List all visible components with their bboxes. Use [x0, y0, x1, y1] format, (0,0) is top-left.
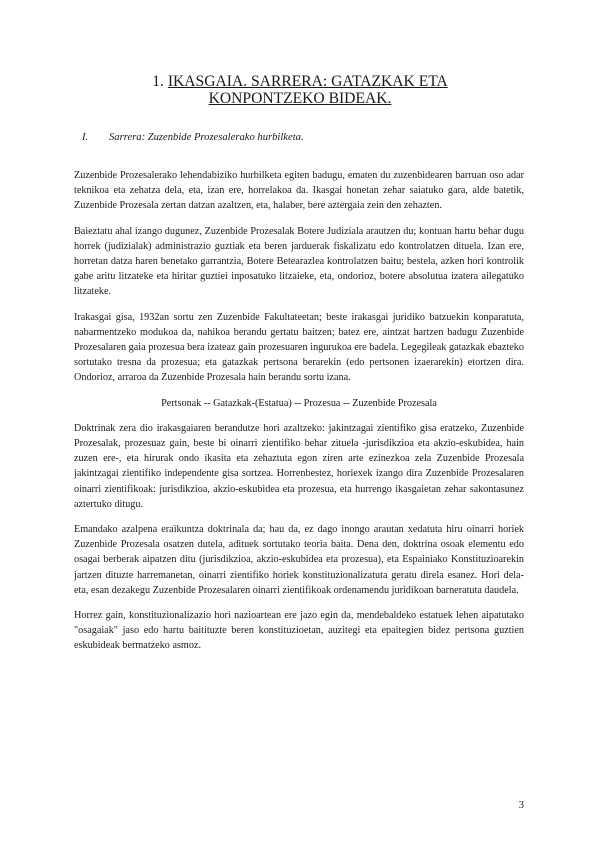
paragraph: Zuzenbide Prozesalerako lehendabiziko hurbilketa egiten badugu, ematen du zuzenbidearen barruan oso adar teknikoa eta zehatza dela, eta, izan ere, horrelakoa da. Ikasgai honetan zehar saiatuko gara, alde batetik, Zuzenbide Prozesala zertan datzan azaltzen, eta, halaber, bere aztergaia zein den zehazten. — [74, 170, 524, 212]
concept-chain-line: Pertsonak -- Gatazkak-(Estatua) -- Prozesua -- Zuzenbide Prozesala — [161, 397, 437, 409]
chapter-title-line-2: KONPONTZEKO BIDEAK. — [208, 90, 392, 107]
section-title: Sarrera: Zuzenbide Prozesalerako hurbilketa. — [109, 132, 304, 143]
section-number: I. — [82, 132, 89, 143]
chapter-number: 1. — [152, 73, 164, 90]
paragraph: Horrez gain, konstituzionalizazio hori nazioartean ere jazo egin da, mendebaldeko estatuek lehen aipatutako "osagaiak" jaso edo hartu baitituzte beren konstituzioetan, auzitegi eta epaitegien bidez pertsona guztien eskubideak bermatzeko asmoz. — [74, 610, 524, 652]
paragraph: Doktrinak zera dio irakasgaiaren berandutze hori azaltzeko: jakintzagai zientifiko gisa eratzeko, Zuzenbide Prozesalak, prozesuaz gain, beste bi oinarri zientifiko behar zituela -jurisdikzioa eta akzio-eskubidea, hain zuzen ere-, eta hirurak ondo ikasita eta zehaztuta egon ziren arte ezinezkoa zela Zuzenbide Prozesala jakintzagai zientifiko independente gisa sortzea. Horrenbestez, horiexek izango dira Zuzenbide Prozesalaren oinarri zientifikoak: jurisdikzioa, akzio-eskubidea eta prozesua, eta hurrengo ikasgaietan zehar sakontasunez aztertuko ditugu. — [74, 422, 524, 510]
chapter-title — [95, 73, 505, 107]
chapter-title-line-1: IKASGAIA. SARRERA: GATAZKAK ETA — [167, 73, 448, 90]
paragraph: Baieztatu ahal izango dugunez, Zuzenbide Prozesalak Botere Judiziala arautzen du; kontuan hartu behar dugu horrek (judizialak) administrazio guztiak eta beren jarduerak fiskalizatu edo kontrolatzen dituela. Izan ere, horretan datza haren benetako garrantzia, Botere Betearazlea kontrolatzen baitu; bestela, azken hori kontrolik gabe aritu litzateke eta hiritar guztiei inposatuko litzaieke, eta, ondorioz, botere absolutua izatera ailegatuko litzateke. — [74, 225, 524, 298]
paragraph: Irakasgai gisa, 1932an sortu zen Zuzenbide Fakultateetan; beste irakasgai juridiko batzuekin konparatuta, nabarmentzeko modukoa da, nahikoa berandu gertatu baitzen; batez ere, aintzat hartzen badugu Zuzenbide Prozesalaren gaia prozesua bera izateaz gain prozesuaren ingurukoa ere badela. Legegileak gatazkak ebazteko sortutako tresna da prozesua; eta gatazkak pertsona berarekin (edo pertsonen izaerarekin) etortzen dira. Ondorioz, arraroa da Zuzenbide Prozesala hain berandu sortu izana. — [74, 311, 524, 384]
page-number: 3 — [518, 800, 524, 811]
body-text — [74, 168, 524, 664]
section-heading — [82, 132, 304, 143]
paragraph: Emandako azalpena eraikuntza doktrinala da; hau da, ez dago inongo arautan xedatuta hiru oinarri horiek Zuzenbide Prozesala osatzen dutela, adituek sortutako teoria baita. Dena den, doktrina osoak elementu edo osagai berberak aipatzen ditu (jurisdikzioa, akzio-eskubidea eta prozesua), eta Espainiako Konstituzioarekin jartzen dituzte harremanetan, oinarri zientifiko horiek konstituzionalizatuta geratu direla esanez. Hori dela-eta, esan dezakegu Zuzenbide Prozesalaren oinarri zientifikoak ordenamendu juridikoan barneratuta daudela. — [74, 524, 524, 596]
